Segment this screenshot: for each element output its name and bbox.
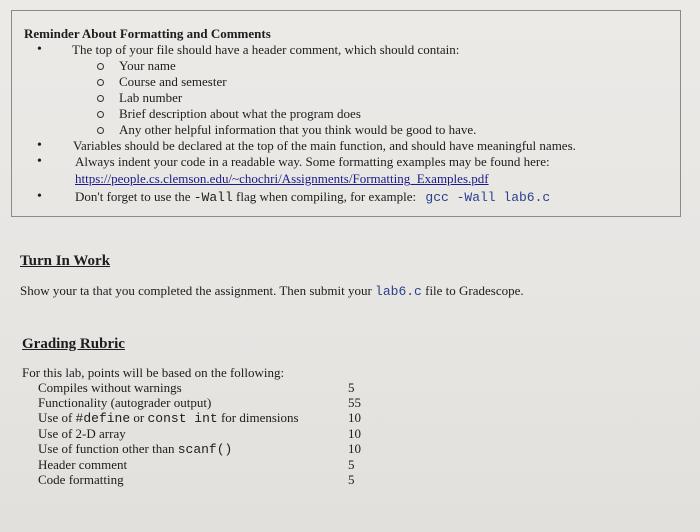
circle-bullet-icon (97, 111, 104, 118)
formatting-examples-link[interactable]: https://people.cs.clemson.edu/~chochri/Assignments/Formatting_Examples.pdf (75, 171, 489, 186)
wall-note (75, 189, 550, 206)
header-intro: The top of your file should have a header comment, which should contain: (72, 42, 460, 57)
header-item-name: Your name (119, 58, 176, 73)
turn-in-text (20, 283, 524, 300)
rubric-item: Code formatting (38, 472, 124, 487)
indent-note: Always indent your code in a readable way. Some formatting examples may be found here: (75, 154, 550, 169)
rubric-item: Functionality (autograder output) (38, 395, 212, 410)
variables-note: Variables should be declared at the top of the main function, and should have meaningful names. (73, 138, 576, 153)
bullet-icon: • (37, 189, 42, 204)
bullet-icon: • (37, 154, 42, 169)
turn-in-heading: Turn In Work (20, 253, 111, 269)
wall-note-pre: Don't forget to use the (75, 189, 191, 204)
rubric-points: 5 (348, 380, 355, 395)
const-int-code: const int (147, 411, 218, 426)
circle-bullet-icon (97, 63, 104, 70)
rubric-points: 5 (348, 457, 355, 472)
rubric-item (38, 410, 299, 426)
bullet-icon: • (37, 42, 42, 57)
turn-in-text-pre: Show your ta that you completed the assignment. Then submit your (20, 283, 372, 298)
circle-bullet-icon (97, 95, 104, 102)
define-code: #define (75, 411, 131, 426)
circle-bullet-icon (97, 127, 104, 134)
bullet-icon: • (37, 138, 42, 153)
rubric-heading: Grading Rubric (22, 336, 125, 352)
header-item-other: Any other helpful information that you think would be good to have. (119, 122, 477, 137)
circle-bullet-icon (97, 79, 104, 86)
compile-command: gcc -Wall lab6.c (425, 190, 551, 205)
header-item-lab: Lab number (119, 90, 183, 105)
rubric-points: 5 (348, 472, 355, 487)
rubric-item (38, 441, 232, 457)
turn-in-text-post: file to Gradescope. (425, 283, 524, 298)
rubric-points: 10 (348, 426, 361, 441)
rubric-points: 55 (348, 395, 361, 410)
rubric-points: 10 (348, 410, 361, 425)
rubric-item-pre: Use of (38, 410, 73, 425)
turn-in-filename: lab6.c (375, 284, 422, 299)
rubric-item: Header comment (38, 457, 128, 472)
header-item-description: Brief description about what the program does (119, 106, 361, 121)
reminder-title: Reminder About Formatting and Comments (24, 26, 271, 41)
rubric-points: 10 (348, 441, 361, 456)
rubric-item-mid: or (133, 410, 145, 425)
rubric-item: Use of 2-D array (38, 426, 126, 441)
rubric-item: Compiles without warnings (38, 380, 182, 395)
header-item-course: Course and semester (119, 74, 227, 89)
wall-flag: -Wall (193, 190, 233, 205)
rubric-intro: For this lab, points will be based on the following: (22, 365, 285, 380)
rubric-item-pre: Use of function other than (38, 441, 175, 456)
wall-note-post: flag when compiling, for example: (236, 189, 417, 204)
rubric-item-post: for dimensions (220, 410, 299, 425)
scanf-code: scanf() (177, 442, 233, 457)
